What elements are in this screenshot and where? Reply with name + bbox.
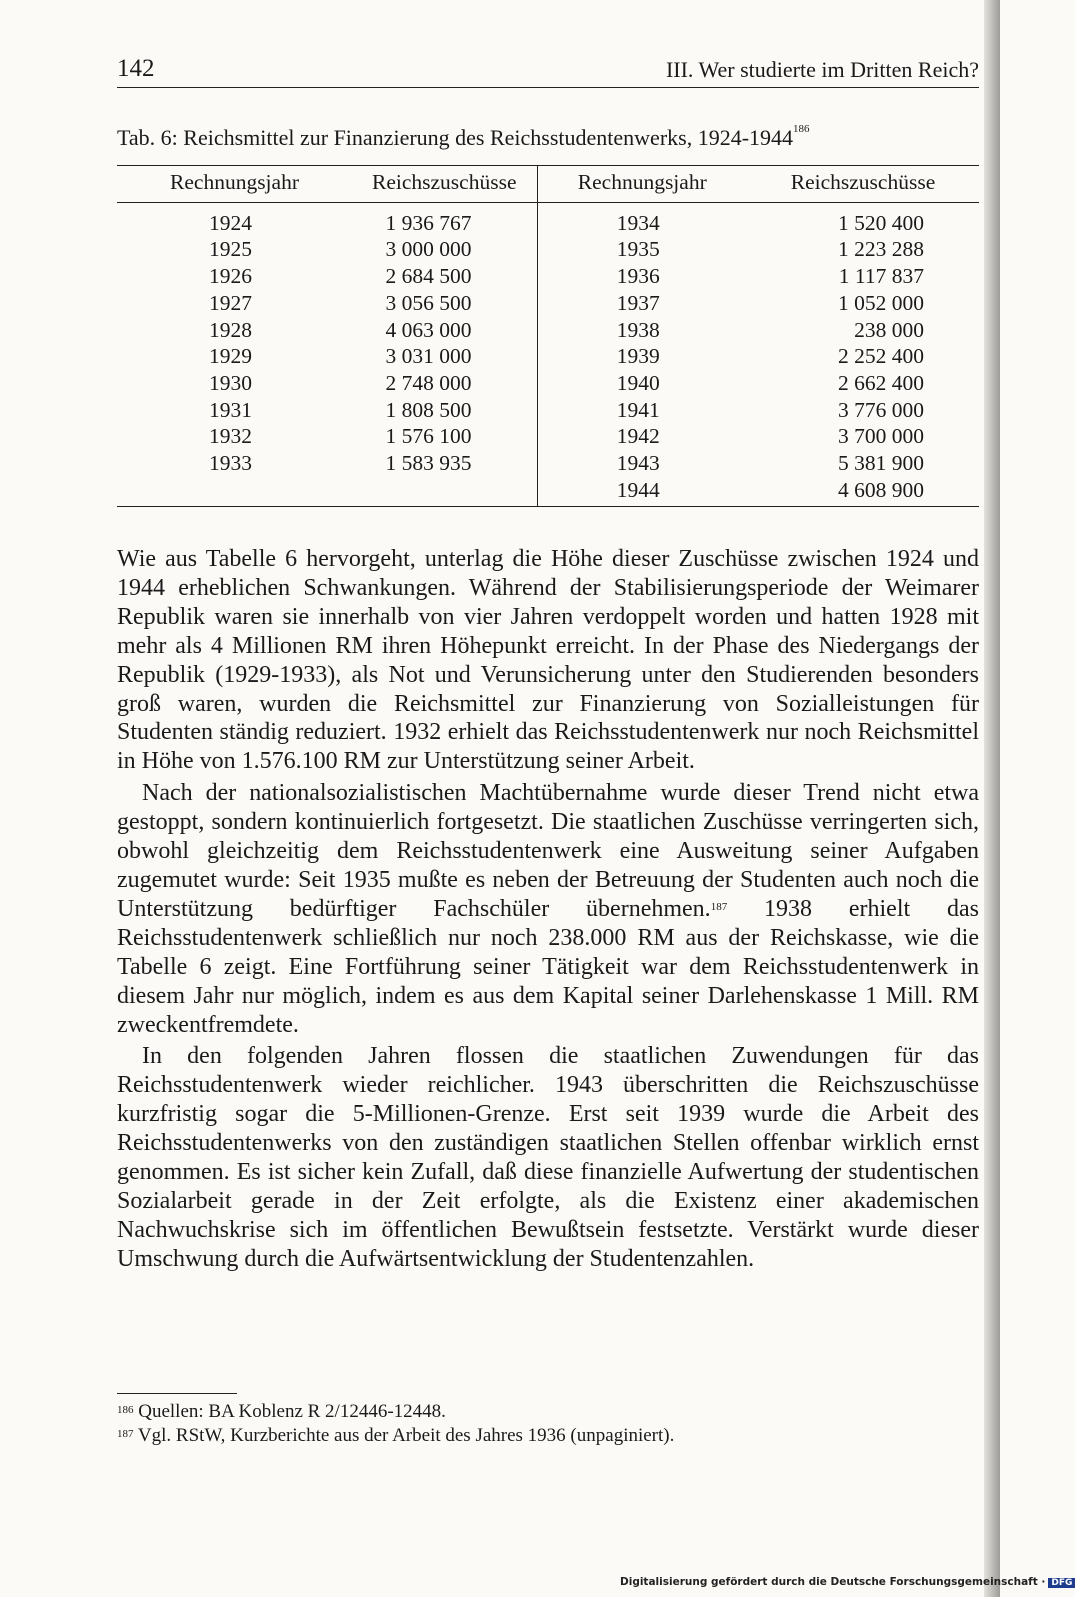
page-edge-shadow (984, 0, 1000, 1597)
cell-year-2: 1944 (537, 477, 747, 507)
cell-amount-1: 3 031 000 (352, 343, 537, 370)
table-body (117, 202, 979, 507)
cell-amount-2: 4 608 900 (747, 477, 979, 507)
cell-amount-2: 3 776 000 (838, 397, 924, 422)
cell-amount-1: 1 583 935 (352, 450, 537, 477)
cell-amount-2: 2 252 400 (838, 344, 924, 369)
cell-year-2: 1935 (616, 237, 660, 262)
dfg-logo: DFG (1048, 1578, 1075, 1588)
cell-year-1 (117, 477, 352, 507)
paragraph-2-part-a: Nach der nationalsozialistischen Machtübernahme wurde dieser Trend nicht etwa gestoppt, sondern kontinuierlich fortgesetzt. Die staatlichen Zuschüsse verringerten sich, obwohl gleichzeitig dem Reichsstudentenwerk eine Ausweitung seiner Aufgaben zugemutet wurde: Seit 1935 mußte es neben der Betreuung der Studenten auch noch die Unterstützung bedürftiger Fachschüler übernehmen. (117, 780, 979, 922)
footnote-ref-187: 187 (710, 900, 728, 913)
footnotes (117, 1400, 979, 1448)
cell-amount-2: 2 662 400 (838, 370, 924, 395)
footnote-186: $^{186}$ Quellen: BA Koblenz R 2/12446-12448. (117, 1401, 446, 1422)
paragraph-2 (117, 779, 979, 1039)
table-row (117, 477, 979, 507)
table-row (117, 290, 979, 317)
cell-year-1: 1924 (209, 210, 252, 235)
cell-amount-2: 3 700 000 (838, 424, 924, 449)
funding-table (117, 165, 979, 507)
cell-amount-1: 3 056 500 (352, 290, 537, 317)
cell-year-2: 1936 (616, 264, 660, 289)
table-row (117, 450, 979, 477)
digitization-footer (620, 1576, 1075, 1588)
cell-year-1: 1927 (209, 290, 252, 315)
cell-year-2: 1934 (616, 210, 660, 235)
table-caption-text: Tab. 6: Reichsmittel zur Finanzierung des Reichsstudentenwerks, 1924-1944 (117, 125, 794, 150)
table-row (117, 370, 979, 397)
cell-year-2: 1937 (616, 290, 660, 315)
table-caption (117, 125, 810, 151)
cell-amount-1: 1 936 767 (352, 202, 537, 236)
col-header-year-1: Rechnungsjahr (117, 166, 352, 203)
table-row (117, 263, 979, 290)
page-header (117, 55, 979, 88)
cell-year-1: 1926 (209, 264, 252, 289)
body-text (117, 545, 979, 1274)
cell-year-1: 1932 (209, 424, 252, 449)
cell-year-2: 1941 (616, 397, 660, 422)
digitization-note: Digitalisierung gefördert durch die Deutsche Forschungsgemeinschaft · (620, 1576, 1046, 1588)
table-row (117, 423, 979, 450)
cell-year-1: 1931 (209, 397, 252, 422)
cell-amount-2: 1 052 000 (838, 290, 924, 315)
cell-amount-1: 3 000 000 (352, 236, 537, 263)
cell-amount-2: 1 520 400 (838, 210, 924, 235)
table-row (117, 317, 979, 344)
table-row (117, 397, 979, 424)
cell-year-1: 1933 (209, 451, 252, 476)
running-head: III. Wer studierte im Dritten Reich? (665, 57, 979, 82)
footnote-ref-186: 186 (793, 123, 810, 135)
paragraph-2-part-b: 1938 erhielt das Reichsstudentenwerk schließlich nur noch 238.000 RM aus der Reichskasse, wie die Tabelle 6 zeigt. Eine Fortführung seiner Tätigkeit war dem Reichsstudentenwerk in diesem Jahr nur möglich, indem es aus dem Kapital seiner Darlehenskasse 1 Mill. RM zweckentfremdete. (117, 895, 979, 1038)
cell-amount-2: 238 000 (854, 317, 924, 342)
table-row (117, 343, 979, 370)
paragraph-3: In den folgenden Jahren flossen die staatlichen Zuwendungen für das Reichsstudentenwerk wieder reichlicher. 1943 überschritten die Reichszuschüsse kurzfristig sogar die 5-Millionen-Grenze. Erst seit 1939 wurde die Arbeit des Reichsstudentenwerks von den zuständigen staatlichen Stellen offenbar wirklich ernst genommen. Es ist sicher kein Zufall, daß diese finanzielle Aufwertung der studentischen Sozialarbeit gerade in der Zeit erfolgte, als die Existenz einer akademischen Nachwuchskrise sich im öffentlichen Bewußtsein festsetzte. Verstärkt wurde dieser Umschwung durch die Aufwärtsentwicklung der Studentenzahlen. (117, 1043, 979, 1272)
col-header-year-2: Rechnungsjahr (537, 166, 747, 203)
cell-year-1: 1925 (209, 237, 252, 262)
cell-year-1: 1930 (209, 370, 252, 395)
table-header-row (117, 166, 979, 203)
footnote-187: $^{187}$ Vgl. RStW, Kurzberichte aus der Arbeit des Jahres 1936 (unpaginiert). (117, 1425, 675, 1446)
page-number: 142 (117, 55, 155, 82)
cell-year-1: 1928 (209, 317, 252, 342)
cell-year-2: 1942 (616, 424, 660, 449)
table-row (117, 236, 979, 263)
table-row (117, 202, 979, 236)
cell-year-2: 1938 (616, 317, 660, 342)
col-header-amount-1: Reichszuschüsse (352, 166, 537, 203)
cell-amount-2: 1 117 837 (838, 264, 924, 289)
cell-amount-1: 2 684 500 (352, 263, 537, 290)
cell-amount-1: 2 748 000 (352, 370, 537, 397)
cell-amount-1: 4 063 000 (352, 317, 537, 344)
cell-year-2: 1943 (616, 451, 660, 476)
paragraph-1: Wie aus Tabelle 6 hervorgeht, unterlag die Höhe dieser Zuschüsse zwischen 1924 und 1944 erheblichen Schwankungen. Während der Stabilisierungsperiode der Weimarer Republik waren sie innerhalb von vier Jahren verdoppelt worden und hatten 1928 mit mehr als 4 Millionen RM ihren Höhepunkt erreicht. In der Phase des Niedergangs der Republik (1929-1933), als Not und Verunsicherung unter den Studierenden besonders groß waren, wurden die Reichsmittel zur Finanzierung von Sozialleistungen für Studenten ständig reduziert. 1932 erhielt das Reichsstudentenwerk nur noch Reichsmittel in Höhe von 1.576.100 RM zur Unterstützung seiner Arbeit. (117, 546, 979, 775)
cell-year-2: 1940 (616, 370, 660, 395)
cell-amount-2: 1 223 288 (838, 237, 924, 262)
col-header-amount-2: Reichszuschüsse (747, 166, 979, 203)
cell-amount-1 (352, 477, 537, 507)
cell-year-1: 1929 (209, 344, 252, 369)
footnote-rule (117, 1393, 237, 1394)
cell-amount-1: 1 808 500 (352, 397, 537, 424)
cell-year-2: 1939 (616, 344, 660, 369)
cell-amount-2: 5 381 900 (838, 451, 924, 476)
cell-amount-1: 1 576 100 (352, 423, 537, 450)
